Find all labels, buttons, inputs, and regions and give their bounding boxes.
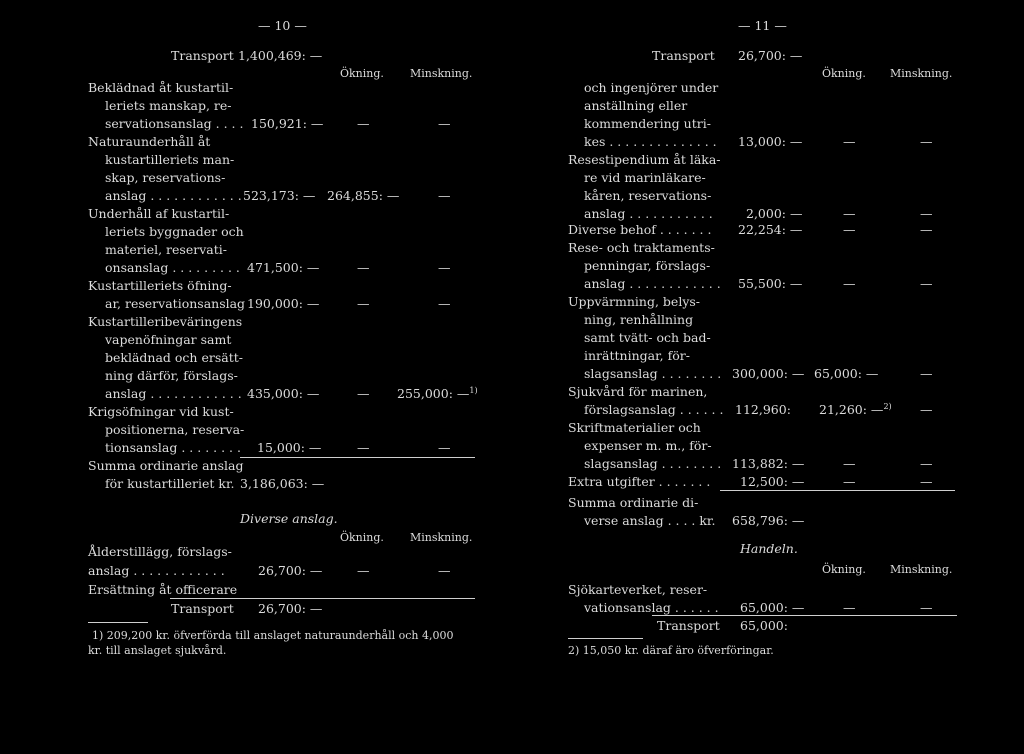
right-page-number: — 11 — bbox=[738, 18, 787, 33]
left-summa-value: 3,186,063: — bbox=[240, 476, 325, 491]
right-row-label-line: slagsanslag . . . . . . . . bbox=[584, 456, 722, 471]
right-row-amount: 12,500: — bbox=[740, 474, 805, 489]
right-row-amount: 113,882: — bbox=[732, 456, 805, 471]
left-transport-rule bbox=[170, 598, 475, 599]
right-row-okning: — bbox=[843, 134, 856, 149]
right-row-label-line: ning, renhållning bbox=[584, 312, 694, 327]
left-sum-rule bbox=[240, 457, 475, 458]
right-row-label-line: samt tvätt- och bad- bbox=[584, 330, 711, 345]
right-transport-label: Transport bbox=[652, 48, 715, 63]
right-row-label-line: kåren, reservations- bbox=[584, 188, 712, 203]
left-row-label-line: positionerna, reserva- bbox=[105, 422, 245, 437]
left-row-label-line: ning därför, förslags- bbox=[105, 368, 238, 383]
right-row-okning: — bbox=[843, 474, 856, 489]
left-transport2-value: 26,700: — bbox=[258, 601, 323, 616]
right-row-okning: — bbox=[843, 222, 856, 237]
left-row-okning: — bbox=[357, 116, 370, 131]
left-col2-okning: Ökning. bbox=[340, 531, 384, 544]
right-row-label-line: Skriftmaterialier och bbox=[568, 420, 701, 435]
left-footnote-rule bbox=[88, 622, 148, 623]
right-row-okning: 21,260: —$^{2)}$ bbox=[819, 401, 892, 417]
left-row-label-line: leriets manskap, re- bbox=[105, 98, 232, 113]
left-row-okning: — bbox=[357, 440, 370, 455]
right-row-minskning: — bbox=[920, 276, 933, 291]
left-row-label-line: anslag . . . . . . . . . . . . bbox=[105, 188, 242, 203]
right-row-minskning: — bbox=[920, 222, 933, 237]
left-row-amount: 15,000: — bbox=[257, 440, 322, 455]
left-row-minskning: — bbox=[438, 188, 451, 203]
left-row-label-line: Kustartilleriets öfning- bbox=[88, 278, 232, 293]
right-row-label-line: förslagsanslag . . . . . . bbox=[584, 402, 724, 417]
left-row-okning: 264,855: — bbox=[327, 188, 400, 203]
right-row-minskning: — bbox=[920, 366, 933, 381]
left-row-okning: — bbox=[357, 386, 370, 401]
right-col2-minskning: Minskning. bbox=[890, 563, 953, 576]
right-row-label-line: re vid marinläkare- bbox=[584, 170, 706, 185]
left-row-label-line: tionsanslag . . . . . . . . bbox=[105, 440, 241, 455]
right-row-amount: 112,960: bbox=[735, 402, 795, 417]
left-row-okning: — bbox=[357, 260, 370, 275]
right-row-label-line: anställning eller bbox=[584, 98, 688, 113]
left-row-label-line: Beklädnad åt kustartil- bbox=[88, 80, 234, 95]
left-row-amount: 190,000: — bbox=[247, 296, 320, 311]
left-row-okning: — bbox=[357, 296, 370, 311]
footnote-marker: 1) bbox=[469, 385, 478, 395]
left-row-label-line: materiel, reservati- bbox=[105, 242, 227, 257]
right-row-label-line: Rese- och traktaments- bbox=[568, 240, 715, 255]
right-row-label-line: Sjukvård för marinen, bbox=[568, 384, 708, 399]
left-row-amount: 150,921: — bbox=[251, 116, 324, 131]
left-row2-label-line: Ersättning åt officerare bbox=[88, 582, 238, 597]
right-sum-rule bbox=[720, 490, 955, 491]
left-page-number: — 10 — bbox=[258, 18, 307, 33]
right-row2-label-line: vationsanslag . . . . . . bbox=[584, 600, 719, 615]
left-row-amount: 471,500: — bbox=[247, 260, 320, 275]
right-row-amount: 22,254: — bbox=[738, 222, 803, 237]
right-row-label-line: anslag . . . . . . . . . . . . bbox=[584, 276, 721, 291]
right-row-minskning: — bbox=[920, 456, 933, 471]
right-row-minskning: — bbox=[920, 474, 933, 489]
right-transport-value: 26,700: — bbox=[738, 48, 803, 63]
right-row-okning: — bbox=[843, 456, 856, 471]
left-row2-minskning: — bbox=[438, 563, 451, 578]
left-row-label-line: anslag . . . . . . . . . . . . bbox=[105, 386, 242, 401]
right-row-label-line: Extra utgifter . . . . . . . bbox=[568, 474, 711, 489]
right-row-minskning: — bbox=[920, 134, 933, 149]
right-row-label-line: inrättningar, för- bbox=[584, 348, 690, 363]
left-footnote-line: kr. till anslaget sjukvård. bbox=[88, 644, 227, 657]
left-transport2-label: Transport bbox=[171, 601, 234, 616]
right-transport2-label: Transport bbox=[657, 618, 720, 633]
left-row-label-line: skap, reservations- bbox=[105, 170, 226, 185]
right-row-label-line: expenser m. m., för- bbox=[584, 438, 712, 453]
left-col-minskning: Minskning. bbox=[410, 67, 473, 80]
left-transport-value: 1,400,469: — bbox=[238, 48, 323, 63]
left-row-label-line: Naturaunderhåll åt bbox=[88, 134, 211, 149]
left-row-label-line: Underhåll af kustartil- bbox=[88, 206, 230, 221]
right-row2-minskning: — bbox=[920, 600, 933, 615]
left-transport-label: Transport bbox=[171, 48, 234, 63]
right-row-label-line: anslag . . . . . . . . . . . bbox=[584, 206, 713, 221]
right-summa-line: verse anslag . . . . kr. bbox=[584, 513, 716, 528]
right-col-minskning: Minskning. bbox=[890, 67, 953, 80]
left-row2-okning: — bbox=[357, 563, 370, 578]
right-row2-okning: — bbox=[843, 600, 856, 615]
right-row-okning: — bbox=[843, 206, 856, 221]
right-transport-rule bbox=[652, 615, 957, 616]
right-row-amount: 55,500: — bbox=[738, 276, 803, 291]
right-row-okning: 65,000: — bbox=[814, 366, 879, 381]
left-row-minskning: — bbox=[438, 440, 451, 455]
left-row-label-line: ar, reservationsanslag bbox=[105, 296, 246, 311]
left-row-label-line: Kustartilleribeväringens bbox=[88, 314, 243, 329]
left-summa-line: för kustartilleriet kr. bbox=[105, 476, 235, 491]
footnote-marker: 2) bbox=[883, 401, 892, 411]
left-section-title: Diverse anslag. bbox=[240, 511, 338, 526]
left-footnote-line: 1) 209,200 kr. öfverförda till anslaget naturaunderhåll och 4,000 bbox=[92, 629, 454, 642]
right-row-label-line: och ingenjörer under bbox=[584, 80, 719, 95]
left-row-minskning: — bbox=[438, 296, 451, 311]
left-row-label-line: leriets byggnader och bbox=[105, 224, 244, 239]
right-col2-okning: Ökning. bbox=[822, 563, 866, 576]
right-row-okning: — bbox=[843, 276, 856, 291]
right-row-minskning: — bbox=[920, 206, 933, 221]
left-row-minskning: — bbox=[438, 260, 451, 275]
right-row-label-line: Diverse behof . . . . . . . bbox=[568, 222, 712, 237]
right-row2-amount: 65,000: — bbox=[740, 600, 805, 615]
right-footnote-line: 2) 15,050 kr. däraf äro öfverföringar. bbox=[568, 644, 774, 657]
right-row-label-line: Resestipendium åt läka- bbox=[568, 152, 721, 167]
right-summa-value: 658,796: — bbox=[732, 513, 805, 528]
right-footnote-rule bbox=[568, 638, 643, 639]
right-row-label-line: Uppvärmning, belys- bbox=[568, 294, 701, 309]
right-row-label-line: penningar, förslags- bbox=[584, 258, 711, 273]
right-row2-label-line: Sjökarteverket, reser- bbox=[568, 582, 708, 597]
left-row-minskning: — bbox=[438, 116, 451, 131]
left-row-label-line: kustartilleriets man- bbox=[105, 152, 235, 167]
right-col-okning: Ökning. bbox=[822, 67, 866, 80]
left-row-label-line: beklädnad och ersätt- bbox=[105, 350, 243, 365]
left-row-label-line: onsanslag . . . . . . . . . bbox=[105, 260, 240, 275]
left-row2-label-line: anslag . . . . . . . . . . . . bbox=[88, 563, 225, 578]
left-col2-minskning: Minskning. bbox=[410, 531, 473, 544]
left-row-label-line: Krigsöfningar vid kust- bbox=[88, 404, 234, 419]
left-row-amount: 435,000: — bbox=[247, 386, 320, 401]
right-row-amount: 300,000: — bbox=[732, 366, 805, 381]
right-row-label-line: kommendering utri- bbox=[584, 116, 711, 131]
right-summa-line: Summa ordinarie di- bbox=[568, 495, 699, 510]
left-row-label-line: vapenöfningar samt bbox=[105, 332, 232, 347]
left-row-amount: 523,173: — bbox=[243, 188, 316, 203]
right-row-amount: 2,000: — bbox=[746, 206, 803, 221]
left-row2-amount: 26,700: — bbox=[258, 563, 323, 578]
right-row-label-line: kes . . . . . . . . . . . . . . bbox=[584, 134, 717, 149]
left-row-label-line: servationsanslag . . . . bbox=[105, 116, 244, 131]
right-row-label-line: slagsanslag . . . . . . . . bbox=[584, 366, 722, 381]
right-transport2-value: 65,000: bbox=[740, 618, 788, 633]
left-row2-label-line: Ålderstillägg, förslags- bbox=[88, 544, 232, 559]
right-row-minskning: — bbox=[920, 402, 933, 417]
right-row-amount: 13,000: — bbox=[738, 134, 803, 149]
left-summa-line: Summa ordinarie anslag bbox=[88, 458, 244, 473]
right-section-title: Handeln. bbox=[740, 541, 798, 556]
left-col-okning: Ökning. bbox=[340, 67, 384, 80]
left-row-minskning: 255,000: —$^{1)}$ bbox=[397, 385, 478, 401]
